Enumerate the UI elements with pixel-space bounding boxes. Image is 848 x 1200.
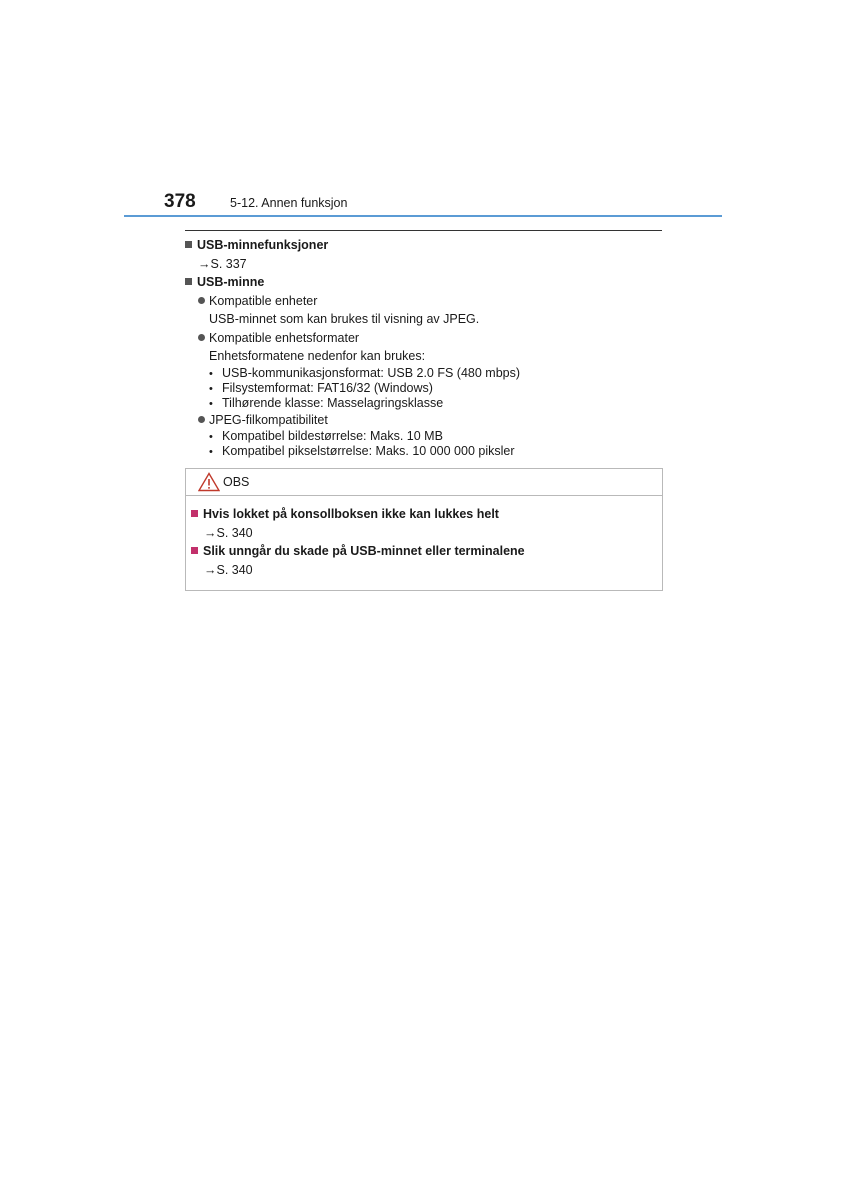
content-divider [185, 230, 662, 231]
header-divider [124, 215, 722, 217]
obs-item-ref[interactable]: →S. 340 [204, 525, 253, 540]
obs-item-heading: Hvis lokket på konsollboksen ikke kan lukkes helt [191, 505, 657, 524]
usb-functions-heading: USB-minnefunksjoner [185, 236, 663, 255]
usb-memory-heading: USB-minne [185, 273, 663, 292]
obs-notice-box [185, 468, 663, 591]
usb-functions-ref[interactable]: →S. 337 [198, 256, 247, 271]
section-title: 5-12. Annen funksjon [230, 196, 348, 210]
warning-triangle-icon [198, 472, 220, 492]
formats-heading: Kompatible enhetsformater [185, 329, 663, 348]
main-content [185, 236, 663, 459]
obs-header [186, 469, 662, 496]
formats-text: Enhetsformatene nedenfor kan brukes: [209, 349, 426, 363]
devices-heading: Kompatible enheter [185, 292, 663, 311]
devices-text: USB-minnet som kan brukes til visning av JPEG. [209, 312, 480, 326]
obs-item-heading: Slik unngår du skade på USB-minnet eller terminalene [191, 542, 657, 561]
round-bullet-icon [198, 416, 205, 423]
page-header [124, 190, 722, 220]
list-item: • Kompatibel bildestørrelse: Maks. 10 MB [209, 429, 443, 443]
obs-title: OBS [223, 475, 250, 489]
square-bullet-icon [191, 547, 198, 554]
list-item: • Kompatibel pikselstørrelse: Maks. 10 000 000 piksler [209, 444, 515, 458]
obs-item-ref[interactable]: →S. 340 [204, 562, 253, 577]
list-item: • Tilhørende klasse: Masselagringsklasse [209, 395, 444, 410]
round-bullet-icon [198, 334, 205, 341]
round-bullet-icon [198, 297, 205, 304]
obs-body [191, 505, 657, 579]
list-item: • USB-kommunikasjonsformat: USB 2.0 FS (480 mbps) [209, 365, 521, 380]
page-number: 378 [164, 191, 196, 212]
square-bullet-icon [185, 278, 192, 285]
list-item: • Filsystemformat: FAT16/32 (Windows) [209, 380, 433, 395]
square-bullet-icon [191, 510, 198, 517]
square-bullet-icon [185, 241, 192, 248]
jpeg-heading: JPEG-filkompatibilitet [185, 411, 663, 430]
